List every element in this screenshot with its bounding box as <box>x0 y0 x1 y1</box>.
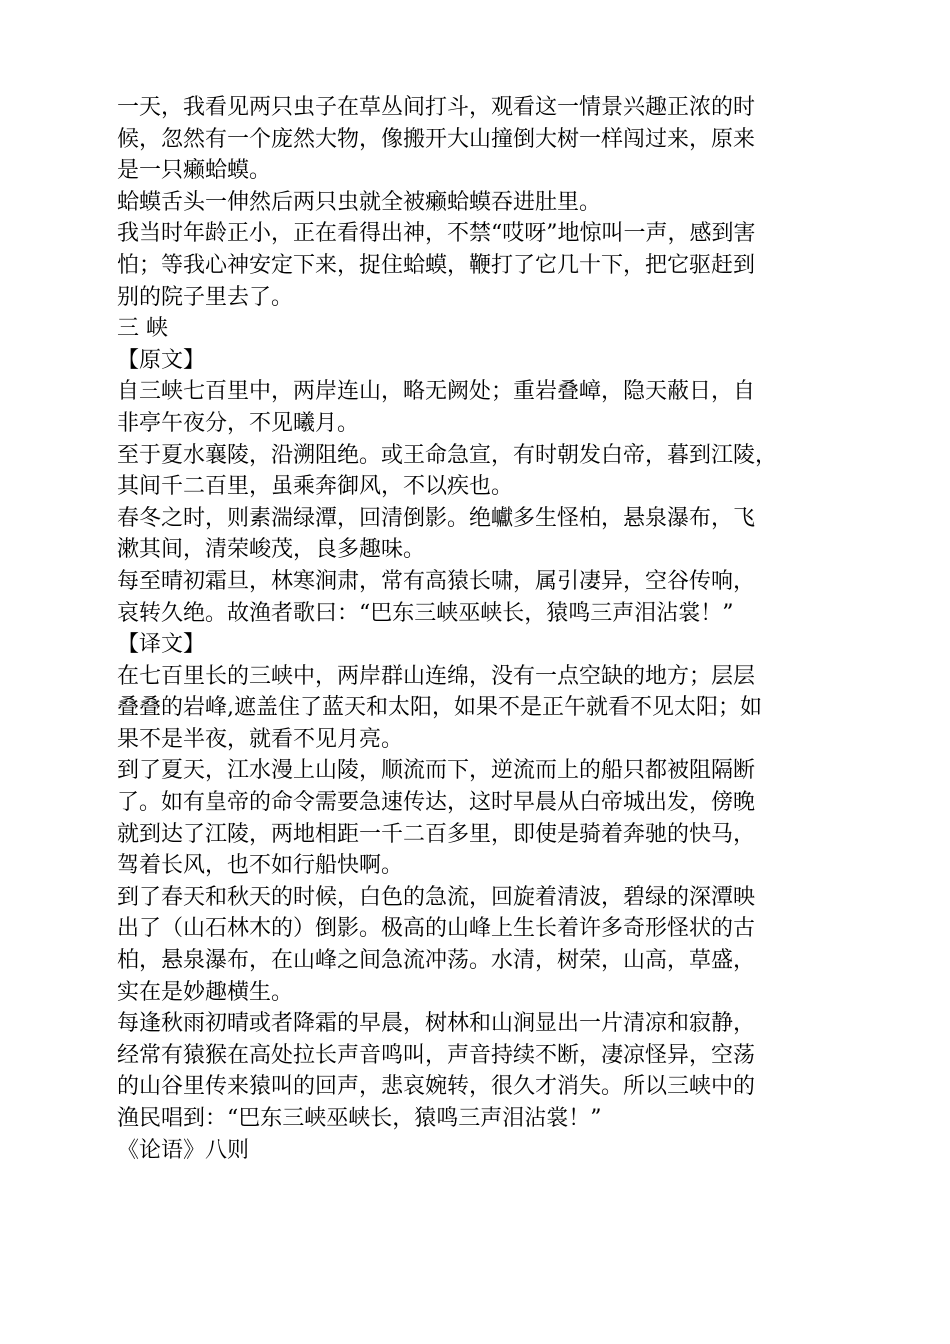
section-title-lunyu: 《论语》八则 <box>117 1137 250 1163</box>
paragraph-toad-fight: 一天，我看见两只虫子在草丛间打斗，观看这一情景兴趣正浓的时 候，忽然有一个庞然大物，像搬开大山撞倒大树一样闯过来，原来 是一只癞蛤蟆。 <box>117 95 756 184</box>
translation-paragraph-3: 到了春天和秋天的时候，白色的急流，回旋着清波，碧绿的深潭映 出了（山石林木的）倒影。极高的山峰上生长着许多奇形怪状的古 柏，悬泉瀑布，在山峰之间急流冲荡。水清，树荣，山高，草盛， 实在是妙趣横生。 <box>117 884 756 1005</box>
original-paragraph-4: 每至晴初霜旦，林寒涧肃，常有高猿长啸，属引凄异，空谷传响， 哀转久绝。故渔者歌曰：“巴东三峡巫峡长，猿鸣三声泪沾裳！” <box>117 568 756 626</box>
label-translation: 【译文】 <box>117 632 206 658</box>
translation-paragraph-4: 每逢秋雨初晴或者降霜的早晨，树林和山涧显出一片清凉和寂静， 经常有猿猴在高处拉长声音鸣叫，声音持续不断，凄凉怪异，空荡 的山谷里传来猿叫的回声，悲哀婉转，很久才消失。所以三峡中的 渔民唱到：“巴东三峡巫峡长，猿鸣三声泪沾裳！” <box>117 1011 756 1131</box>
document-page <box>117 92 832 1166</box>
paragraph-whip-toad: 我当时年龄正小，正在看得出神，不禁“哎呀”地惊叫一声，感到害 怕；等我心神安定下来，捉住蛤蟆，鞭打了它几十下，把它驱赶到 别的院子里去了。 <box>117 221 756 310</box>
original-paragraph-1: 自三峡七百里中，两岸连山，略无阙处；重岩叠嶂，隐天蔽日，自 非亭午夜分，不见曦月。 <box>117 379 756 436</box>
original-paragraph-3: 春冬之时，则素湍绿潭，回清倒影。绝巘多生怪柏，悬泉瀑布，飞 漱其间，清荣峻茂，良多趣味。 <box>117 505 756 563</box>
original-paragraph-2: 至于夏水襄陵，沿溯阻绝。或王命急宣，有时朝发白帝，暮到江陵， 其间千二百里，虽乘奔御风，不以疾也。 <box>117 442 778 500</box>
section-title-sanxia: 三 峡 <box>117 316 168 342</box>
label-original-text: 【原文】 <box>117 347 206 373</box>
translation-paragraph-2: 到了夏天，江水漫上山陵，顺流而下，逆流而上的船只都被阻隔断 了。如有皇帝的命令需要急速传达，这时早晨从白帝城出发，傍晚 就到达了江陵，两地相距一千二百多里，即使是骑着奔驰的快马， 驾着长风，也不如行船快啊。 <box>117 758 756 879</box>
translation-paragraph-1: 在七百里长的三峡中，两岸群山连绵，没有一点空缺的地方；层层 叠叠的岩峰,遮盖住了蓝天和太阳，如果不是正午就看不见太阳；如 果不是半夜，就看不见月亮。 <box>117 663 762 752</box>
paragraph-toad-swallow: 蛤蟆舌头一伸然后两只虫就全被癞蛤蟆吞进肚里。 <box>117 189 602 215</box>
